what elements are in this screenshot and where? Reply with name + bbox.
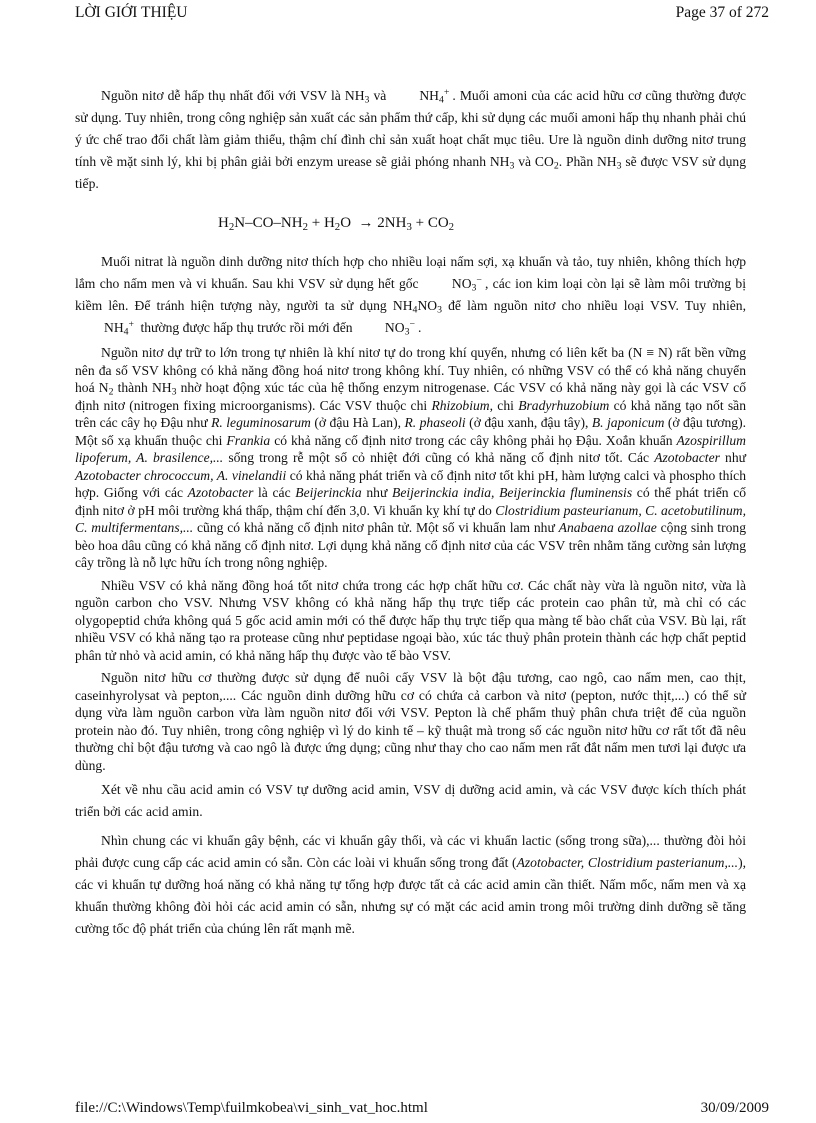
file-path: file://C:\Windows\Temp\fuilmkobea\vi_sinh_vat_hoc.html bbox=[75, 1100, 428, 1116]
paragraph-2: Muối nitrat là nguồn dinh dưỡng nitơ thích hợp cho nhiều loại nấm sợi, xạ khuẩn và tảo, tuy nhiên, không thích hợp lắm cho nấm men và vi khuẩn. Sau khi VSV sử dụng hết gốc $NO_3^-$ , các ion kim loại còn lại sẽ làm môi trường bị kiềm lên. Để tránh hiện tượng này, người ta sử dụng $NH_4NO_3$ để làm nguồn nitơ cho nhiều loại VSV. Tuy nhiên, $NH_4^+$ thường được hấp thụ trước rồi mới đến $NO_3^-$ . bbox=[75, 254, 746, 338]
urea-equation: $H_2N-CO-NH_2 + H_2O \to 2NH_3 + CO_2$ bbox=[218, 215, 455, 234]
header-title: LỜI GIỚI THIỆU bbox=[75, 4, 188, 21]
print-date: 30/09/2009 bbox=[700, 1100, 769, 1116]
paragraph-5: Nguồn nitơ hữu cơ thường được sử dụng để nuôi cấy VSV là bột đậu tương, cao ngô, cao nấm men, cao thịt, caseinhyrolysat và pepton,.... Các nguồn dinh dưỡng hữu cơ có chứa cả carbon và nitơ (pepton, nước thịt,...) có thể sử dụng vừa làm nguồn carbon vừa làm nguồn nitơ đối với VSV. Pepton là chế phẩm thuỷ phân chưa triệt để của nguồn protein nào đó. Tuy nhiên, trong công nghiệp vì lý do kinh tế – kỹ thuật mà trong số các nguồn nitơ hữu cơ rất tốt đã nêu thường chỉ bột đậu tương và cao ngô là được ứng dụng; cũng như thay cho cao nấm men rất đắt nấm men tươi lại được ưa dùng. bbox=[75, 670, 746, 773]
nitrate-ion: $NO_3^-$ bbox=[384, 319, 415, 338]
page-indicator: Page 37 of 272 bbox=[675, 4, 769, 21]
document-body bbox=[75, 85, 746, 940]
paragraph-6: Xét về nhu cầu acid amin có VSV tự dưỡng acid amin, VSV dị dưỡng acid amin, và các VSV được kích thích phát triển bởi các acid amin. bbox=[75, 782, 746, 819]
paragraph-1: Nguồn nitơ dễ hấp thụ nhất đối với VSV là $NH_3$ và $NH_4^+$ . Muối amoni của các acid hữu cơ cũng thường được sử dụng. Tuy nhiên, trong công nghiệp sản xuất các sản phẩm thứ cấp, khi sử dụng các muối amoni hấp thụ nhanh phải chú ý ức chế trao đổi chất làm giảm thiểu, thậm chí đình chỉ sản xuất hoạt chất mục tiêu. Ure là nguồn dinh dưỡng nitơ trung tính về mặt sinh lý, khi bị phân giải bởi enzym urease sẽ giải phóng nhanh $NH_3$ và $CO_2$. Phần $NH_3$ sẽ được VSV sử dụng tiếp. bbox=[75, 85, 746, 195]
ammonium-ion: $NH_4^+$ bbox=[419, 87, 450, 106]
paragraph-4: Nhiều VSV có khả năng đồng hoá tốt nitơ chứa trong các hợp chất hữu cơ. Các chất này vừa là nguồn nitơ, vừa là nguồn carbon cho VSV. Nhưng VSV không có khả năng hấp thụ trực tiếp các protein cao phân tử, mà chỉ có các olygopeptid chứa không quá 5 gốc acid amin mới có thể được hấp thụ trực tiếp qua màng tế bào chất của VSV. Bù lại, rất nhiều VSV có khả năng tạo ra protease cũng như peptidase ngoại bào, xúc tác thuỷ phân protein thành các hợp chất peptid phân tử nhỏ và acid amin, có khả năng hấp thụ được vào tế bào VSV. bbox=[75, 577, 746, 663]
ammonium-ion: $NH_4^+$ bbox=[104, 319, 135, 338]
nitrate-ion: $NO_3^-$ bbox=[451, 275, 482, 294]
paragraph-7: Nhìn chung các vi khuẩn gây bệnh, các vi khuẩn gây thối, và các vi khuẩn lactic (sống trong sữa),... thường đòi hỏi phải được cung cấp các acid amin có sẵn. Còn các loài vi khuẩn sống trong đất (Azotobacter, Clostridium pasterianum,...), các vi khuẩn tự dưỡng hoá năng có khả năng tự tổng hợp được tất cả các acid amin cần thiết. Nấm mốc, nấm men và xạ khuẩn thường không đòi hỏi các acid amin có sẵn, nhưng sự có mặt các acid amin trong môi trường dinh dưỡng sẽ tăng cường tốc độ phát triển của chúng lên rất mạnh mẽ. bbox=[75, 833, 747, 936]
paragraph-3: Nguồn nitơ dự trữ to lớn trong tự nhiên là khí nitơ tự do trong khí quyển, nhưng có liên kết ba (N ≡ N) rất bền vững nên đa số VSV không có khả năng đồng hoá nitơ trong không khí. Tuy nhiên, có những VSV có thể có khả năng chuyển hoá $N_2$ thành $NH_3$ nhờ hoạt động xúc tác của hệ thống enzym nitrogenase. Các VSV có khả năng này gọi là các VSV cố định nitơ (nitrogen fixing microorganisms). Các VSV thuộc chi Rhizobium, chi Bradyrhuzobium có khả năng tạo nốt sần trên các cây họ Đậu như R. leguminosarum (ở đậu Hà Lan), R. phaseoli (ở đậu xanh, đậu tây), B. japonicum (ở đậu tương). Một số xạ khuẩn thuộc chi Frankia có khả năng cố định nitơ trong các cây không phải họ Đậu. Xoắn khuẩn Azospirillum lipoferum, A. brasilence,... sống trong rễ một số cỏ nhiệt đới cũng có khả năng cố định nitơ tốt. Các Azotobacter như Azotobacter chrococcum, A. vinelandii có khả năng phát triển và cố định nitơ tốt khi pH, hàm lượng calci và phospho thích hợp. Giống với các Azotobacter là các Beijerinckia như Beijerinckia india, Beijerinckia fluminensis có thể phát triển cố định nitơ ở pH môi trường khá thấp, thậm chí đến 3,0. Vi khuẩn kỵ khí tự do Clostridium pasteurianum, C. acetobutilinum, C. multifermentans,... cũng có khả năng cố định nitơ phân tử. Một số vi khuẩn lam như Anabaena azollae cộng sinh trong bèo hoa dâu cũng có khả năng cố định nitơ. Lợi dụng khả năng cố định nitơ của các VSV trên nhằm tăng cường sản lượng cây trồng là nỗ lực hữu ích trong nông nghiệp. bbox=[75, 345, 747, 570]
